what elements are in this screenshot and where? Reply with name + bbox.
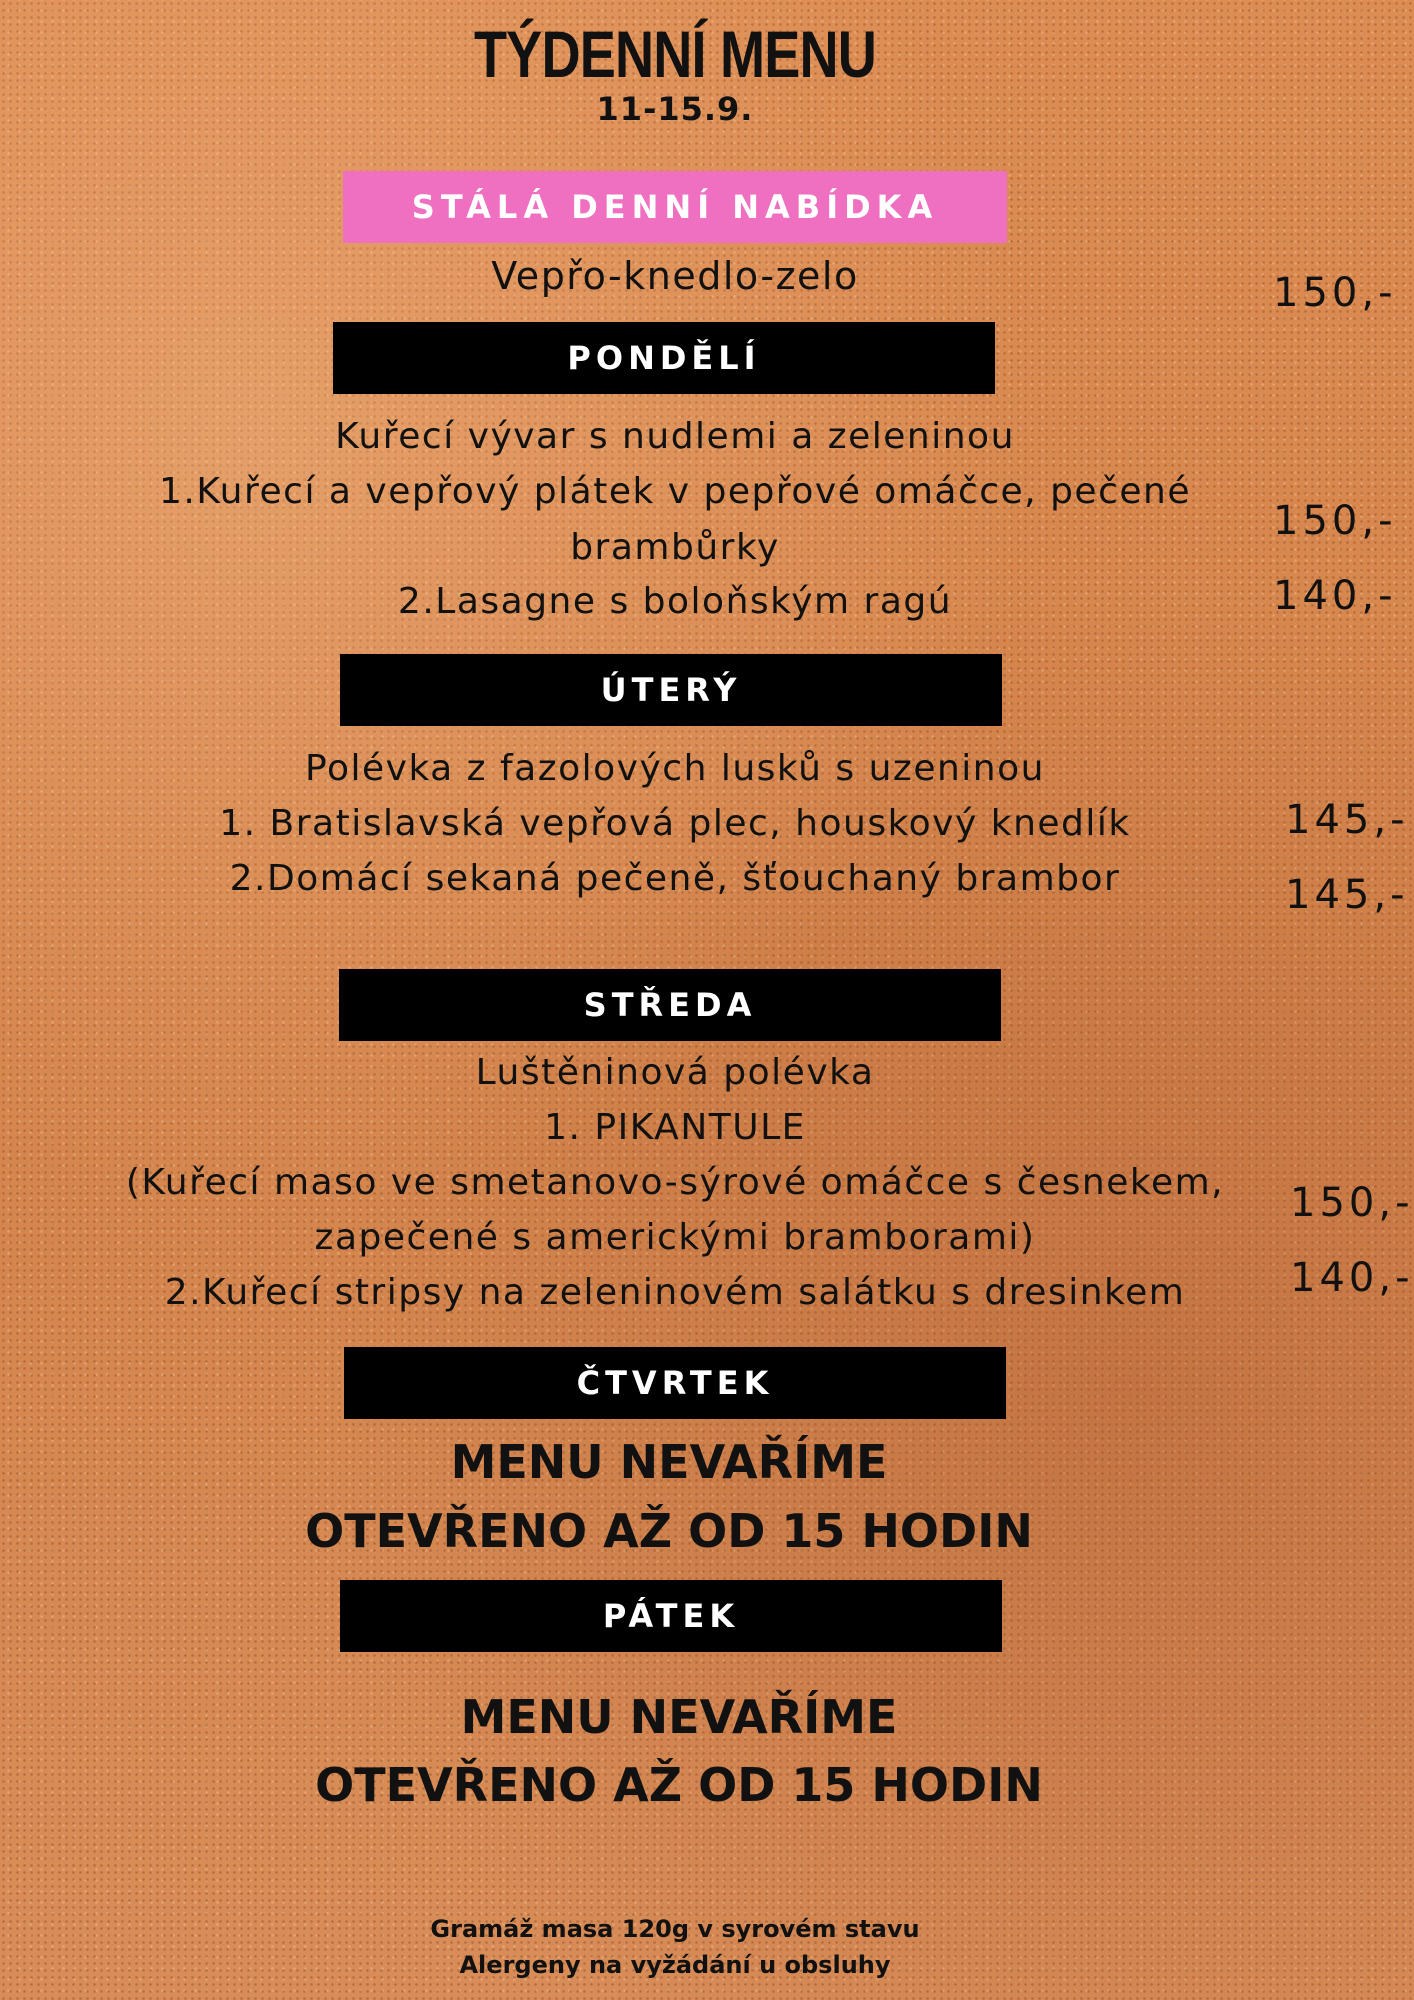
wednesday-dish2: 2.Kuřecí stripsy na zeleninovém salátku s dresinkem [164, 1272, 1186, 1313]
thursday-closed-line2: OTEVŘENO AŽ OD 15 HODIN [305, 1504, 1033, 1558]
tuesday-dish1-price: 145,- [1285, 797, 1409, 843]
footer-meat-weight: Gramáž masa 120g v syrovém stavu [430, 1915, 920, 1943]
monday-banner [333, 322, 995, 394]
monday-label: PONDĚLÍ [567, 339, 761, 377]
thursday-banner [344, 1347, 1006, 1419]
friday-label: PÁTEK [602, 1597, 740, 1635]
daily-offer-price: 150,- [1273, 270, 1397, 316]
tuesday-dish1: 1. Bratislavská vepřová plec, houskový knedlík [219, 803, 1131, 844]
friday-closed-line1: MENU NEVAŘÍME [460, 1690, 898, 1744]
tuesday-soup: Polévka z fazolových lusků s uzeninou [305, 748, 1045, 789]
footer-allergens: Alergeny na vyžádání u obsluhy [459, 1951, 891, 1979]
monday-dish1-line2: brambůrky [570, 527, 780, 568]
tuesday-dish2-price: 145,- [1285, 872, 1409, 918]
monday-soup: Kuřecí vývar s nudlemi a zeleninou [335, 416, 1015, 457]
monday-dish1-price: 150,- [1273, 498, 1397, 544]
wednesday-dish1-line1: (Kuřecí maso ve smetanovo-sýrové omáčce s česnekem, [125, 1162, 1225, 1203]
friday-banner [340, 1580, 1002, 1652]
thursday-closed-line1: MENU NEVAŘÍME [450, 1435, 888, 1489]
monday-dish2: 2.Lasagne s boloňským ragú [397, 581, 953, 622]
wednesday-label: STŘEDA [583, 986, 757, 1024]
menu-title: TÝDENNÍ MENU [473, 17, 877, 91]
wednesday-soup: Luštěninová polévka [475, 1052, 875, 1093]
wednesday-banner [339, 969, 1001, 1041]
tuesday-dish2: 2.Domácí sekaná pečeně, šťouchaný brambor [229, 858, 1121, 899]
daily-offer-banner [343, 171, 1007, 243]
wednesday-dish1-price: 150,- [1290, 1180, 1414, 1226]
wednesday-dish1-title: 1. PIKANTULE [544, 1107, 806, 1148]
wednesday-dish1-line2: zapečené s americkými bramborami) [314, 1217, 1036, 1258]
monday-dish1-line1: 1.Kuřecí a vepřový plátek v pepřové omáčce, pečené [159, 471, 1191, 512]
tuesday-banner [340, 654, 1002, 726]
menu-dates: 11-15.9. [596, 90, 754, 128]
friday-closed-line2: OTEVŘENO AŽ OD 15 HODIN [315, 1758, 1043, 1812]
daily-offer-dish: Vepřo-knedlo-zelo [491, 254, 859, 298]
thursday-label: ČTVRTEK [576, 1364, 774, 1402]
wednesday-dish2-price: 140,- [1290, 1255, 1414, 1301]
monday-dish2-price: 140,- [1273, 573, 1397, 619]
daily-offer-label: STÁLÁ DENNÍ NABÍDKA [411, 188, 939, 226]
tuesday-label: ÚTERÝ [600, 671, 742, 709]
